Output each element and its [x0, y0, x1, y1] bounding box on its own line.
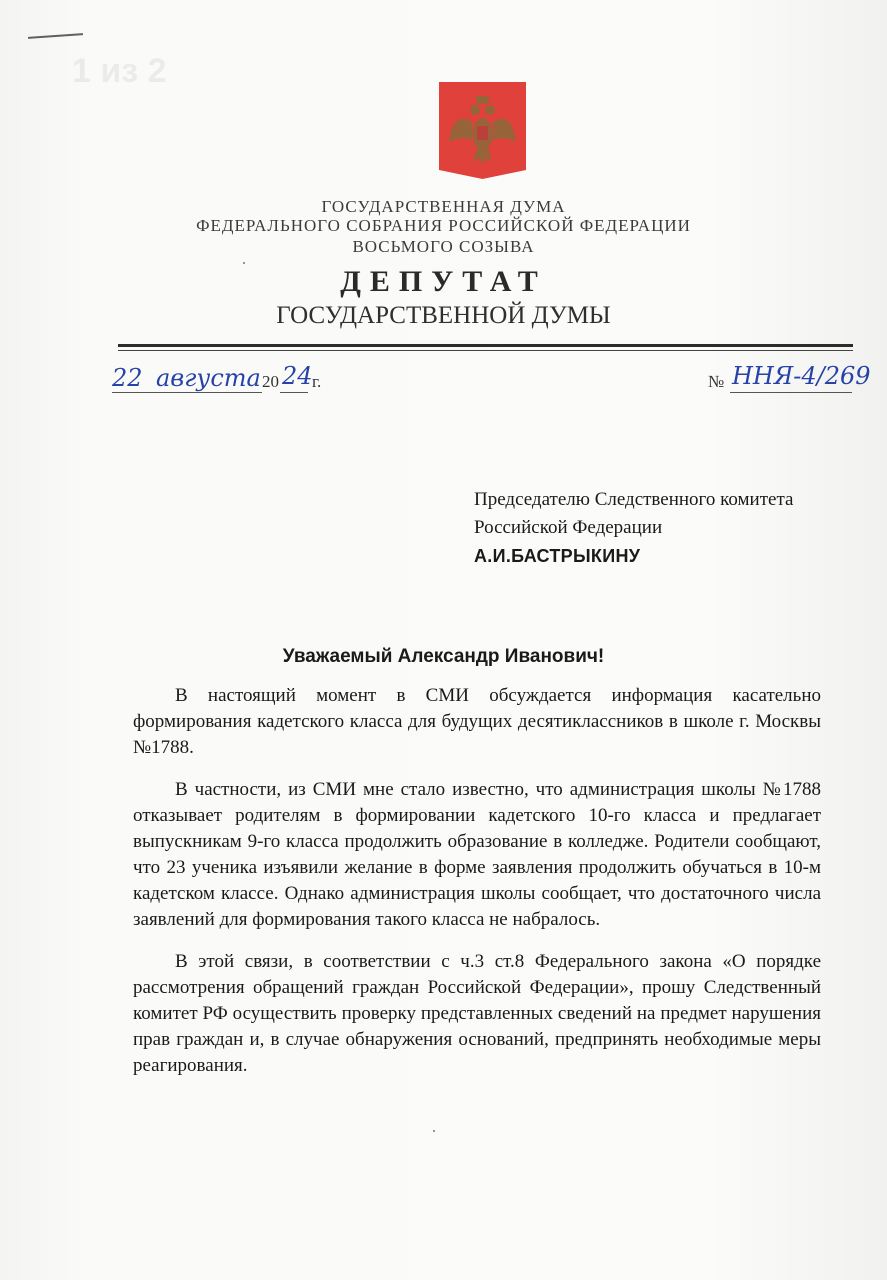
number-underline [730, 392, 852, 393]
document-number [708, 362, 871, 412]
scan-speck [433, 1130, 435, 1132]
date-year-prefix: 20 [262, 372, 279, 391]
letter-body [133, 683, 821, 1095]
letterhead-line-federal-assembly: ФЕДЕРАЛЬНОГО СОБРАНИЯ РОССИЙСКОЙ ФЕДЕРАЦИИ [196, 216, 691, 235]
letterhead-title: ДЕПУТАТ [340, 265, 547, 298]
date-suffix: г. [312, 372, 322, 391]
russian-coat-of-arms-icon [439, 82, 526, 179]
letter-paragraph: В этой связи, в соответствии с ч.3 ст.8 Федерального закона «О порядке рассмотрения обращений граждан Российской Федерации», прошу Следственный комитет РФ осуществить проверку представленных сведений на предмет нарушения прав граждан и, в случае обнаружения оснований, предпринять необходимые меры реагирования. [133, 951, 821, 1076]
date-year-underline [280, 392, 308, 393]
date-year-handwritten: 24 [282, 362, 313, 390]
page-indicator: 1 из 2 [72, 52, 167, 90]
letterhead-line-duma: ГОСУДАРСТВЕННАЯ ДУМА [321, 197, 566, 216]
scan-speck [243, 262, 245, 264]
letterhead-line-convocation: ВОСЬМОГО СОЗЫВА [352, 237, 535, 256]
pen-stroke-mark [28, 33, 83, 39]
addressee-position-line1: Председателю Следственного комитета [474, 489, 794, 510]
letterhead-subtitle: ГОСУДАРСТВЕННОЙ ДУМЫ [276, 302, 611, 329]
addressee-position-line2: Российской Федерации [474, 517, 663, 538]
letterhead-divider-thick [118, 344, 853, 347]
salutation: Уважаемый Александр Иванович! [282, 646, 605, 667]
letter-paragraph: В настоящий момент в СМИ обсуждается информация касательно формирования кадетского класса для будущих десятиклассников в школе г. Москвы №1788. [133, 685, 821, 758]
document-date [112, 362, 372, 402]
addressee-name: А.И.БАСТРЫКИНУ [474, 546, 641, 566]
letterhead-divider-thin [118, 350, 853, 351]
addressee-block [474, 486, 864, 570]
number-label: № [708, 372, 725, 391]
letter-paragraph: В частности, из СМИ мне стало известно, что администрация школы №1788 отказывает родителям в формировании кадетского 10-го класса и предлагает выпускникам 9-го класса продолжить образование в колледже. Родители сообщают, что 23 ученика изъявили желание в форме заявления продолжить обучаться в 10-м кадетском классе. Однако администрация школы сообщает, что достаточного числа заявлений для формирования такого класса не набралось. [133, 779, 821, 930]
date-day-handwritten: 22 [112, 364, 143, 392]
number-handwritten: ННЯ-4/269 [732, 362, 871, 390]
date-month-handwritten: августа [156, 364, 261, 392]
date-underline [112, 392, 262, 393]
